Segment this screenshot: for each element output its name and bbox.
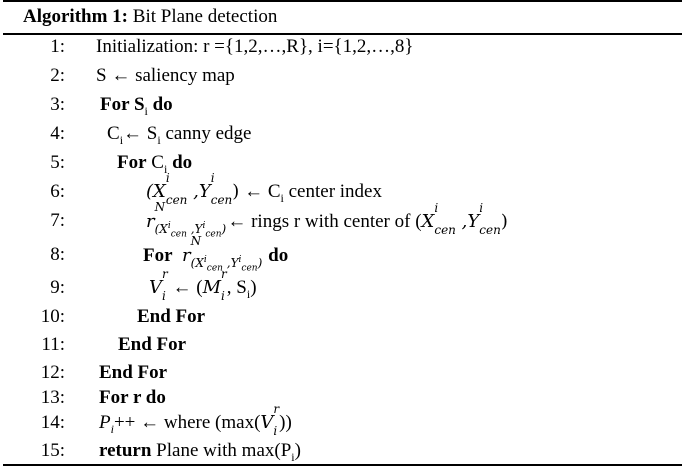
math-y: ,Y bbox=[455, 211, 480, 232]
keyword: For bbox=[117, 152, 147, 173]
line-number: 8: bbox=[50, 244, 65, 265]
sub-part: i bbox=[167, 221, 171, 231]
sub-part: (X bbox=[154, 222, 168, 236]
subscript: i bbox=[221, 289, 225, 303]
math-script bbox=[165, 171, 188, 207]
math-script bbox=[273, 402, 280, 438]
line-text: Initialization: r ={1,2,…,R}, i={1,2,…,8} bbox=[96, 36, 414, 57]
text: ← rings r with center of ( bbox=[227, 211, 422, 232]
sub-part: cen bbox=[205, 229, 222, 240]
bottom-rule bbox=[3, 464, 682, 466]
sub-part: cen bbox=[241, 263, 258, 274]
line-text: End For bbox=[137, 306, 206, 327]
line-text bbox=[146, 171, 382, 207]
sub-part: i bbox=[202, 221, 206, 231]
math-p: P bbox=[99, 412, 111, 433]
line-text: For r do bbox=[99, 387, 166, 408]
line-text bbox=[107, 123, 251, 145]
subscript: i bbox=[163, 161, 168, 176]
text: ) bbox=[232, 181, 240, 202]
math-script bbox=[479, 201, 501, 237]
text: ← S bbox=[123, 123, 158, 144]
line-number: 7: bbox=[50, 210, 65, 231]
subscript: cen bbox=[479, 223, 501, 237]
subscript: i bbox=[246, 286, 251, 301]
line-number: 3: bbox=[50, 94, 65, 115]
superscript: i bbox=[434, 201, 439, 215]
text: canny edge bbox=[160, 123, 252, 144]
subscript: i bbox=[110, 421, 114, 436]
header-rule bbox=[3, 33, 682, 35]
sub-part: ,Y bbox=[222, 256, 239, 270]
sub-part: i bbox=[203, 255, 207, 265]
line-number: 2: bbox=[50, 65, 65, 86]
math-r: r bbox=[182, 245, 191, 266]
math-m: M bbox=[202, 277, 222, 298]
keyword: For S bbox=[100, 94, 145, 115]
line-text bbox=[99, 402, 292, 438]
text: ++ ← where (max( bbox=[113, 412, 261, 433]
algorithm-label: Algorithm 1: bbox=[23, 6, 129, 27]
line-number: 1: bbox=[50, 36, 65, 57]
math-x: X bbox=[421, 211, 435, 232]
math-script bbox=[154, 200, 228, 240]
sub-part: ) bbox=[257, 256, 263, 270]
line-text bbox=[100, 94, 173, 116]
keyword: do bbox=[167, 152, 193, 173]
line-text bbox=[99, 440, 301, 462]
line-text: End For bbox=[118, 334, 187, 355]
text: C bbox=[107, 123, 120, 144]
line-number: 12: bbox=[40, 362, 65, 383]
superscript: r bbox=[273, 402, 280, 416]
top-rule bbox=[3, 0, 682, 2]
text: ) bbox=[500, 211, 508, 232]
superscript: r bbox=[162, 267, 168, 281]
math-script bbox=[162, 267, 168, 303]
sub-part: cen bbox=[170, 229, 187, 240]
line-number: 13: bbox=[40, 387, 65, 408]
line-number: 10: bbox=[40, 306, 65, 327]
line-text: S ← saliency map bbox=[96, 65, 235, 86]
superscript: N bbox=[190, 234, 202, 248]
subscript: cen bbox=[210, 193, 233, 207]
line-text bbox=[117, 152, 192, 174]
text: ) bbox=[294, 440, 301, 461]
subscript: i bbox=[273, 424, 278, 438]
keyword: do bbox=[147, 94, 173, 115]
math-v: V bbox=[260, 412, 274, 433]
line-text: End For bbox=[99, 362, 168, 383]
line-number: 15: bbox=[40, 440, 65, 461]
line-number: 14: bbox=[40, 412, 65, 433]
superscript: i bbox=[165, 171, 170, 185]
subscript: i bbox=[144, 103, 148, 118]
math-script bbox=[210, 171, 233, 207]
math-y: ,Y bbox=[187, 181, 211, 202]
text: Plane with max(P bbox=[151, 440, 292, 461]
subscript: i bbox=[157, 132, 161, 147]
text: ) bbox=[250, 277, 257, 298]
superscript: i bbox=[479, 201, 484, 215]
line-number: 11: bbox=[41, 334, 65, 355]
superscript: r bbox=[221, 267, 227, 281]
math-script bbox=[190, 234, 264, 274]
text: )) bbox=[279, 412, 292, 433]
keyword: For bbox=[143, 245, 173, 266]
text: center index bbox=[283, 181, 382, 202]
math-r: r bbox=[146, 211, 155, 232]
subscript: i bbox=[119, 132, 124, 147]
line-text bbox=[143, 234, 289, 274]
line-number: 6: bbox=[50, 181, 65, 202]
sub-part: cen bbox=[206, 263, 223, 274]
line-number: 4: bbox=[50, 123, 65, 144]
math-script bbox=[221, 267, 227, 303]
subscript: i bbox=[162, 289, 166, 303]
keyword: return bbox=[99, 440, 152, 461]
line-text bbox=[146, 200, 508, 240]
sub-part: (X bbox=[190, 256, 204, 270]
keyword: do bbox=[268, 245, 289, 266]
subscript: cen bbox=[434, 223, 456, 237]
text: ← C bbox=[239, 181, 281, 202]
text: ← ( bbox=[167, 277, 203, 298]
superscript: N bbox=[154, 200, 166, 214]
line-number: 5: bbox=[50, 152, 65, 173]
subscript: cen bbox=[165, 193, 188, 207]
sub-part: ,Y bbox=[186, 222, 203, 236]
math-script bbox=[434, 201, 456, 237]
sub-part: ) bbox=[221, 222, 227, 236]
subscript: i bbox=[291, 449, 295, 464]
algorithm-title bbox=[23, 5, 277, 29]
line-number: 9: bbox=[50, 277, 65, 298]
text: , S bbox=[226, 277, 247, 298]
math-v: V bbox=[149, 277, 162, 298]
algorithm-box bbox=[3, 0, 682, 466]
sub-part: i bbox=[238, 255, 242, 265]
algorithm-name: Bit Plane detection bbox=[128, 6, 278, 27]
text: C bbox=[146, 152, 164, 173]
math-x: (X bbox=[146, 181, 166, 202]
subscript: i bbox=[280, 190, 284, 205]
superscript: i bbox=[210, 171, 215, 185]
